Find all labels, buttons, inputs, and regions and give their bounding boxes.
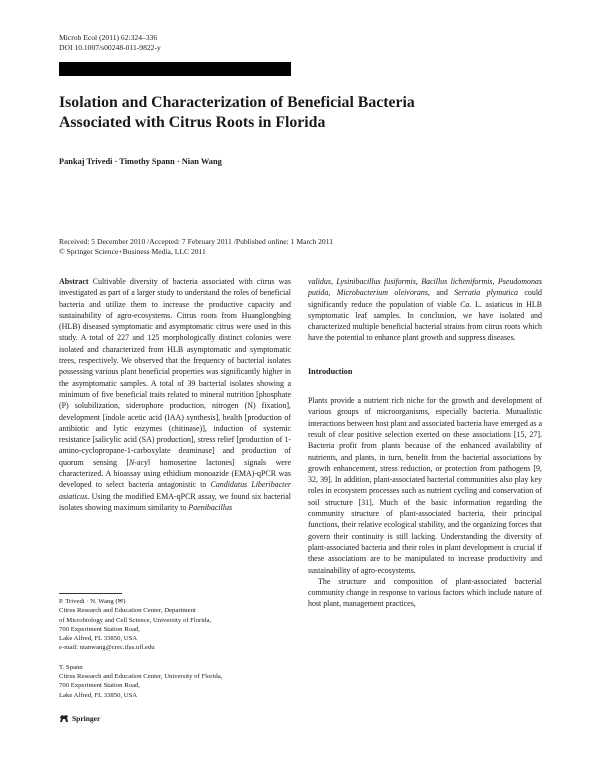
section-heading-introduction: Introduction: [308, 366, 353, 376]
abstract-continuation: validus, Lysinibacillus fusiformis, Bacillus licheniformis, Pseudomonas putida, Microbacterium oleivorans, and Serratia plymutica could significantly reduce the population of viable Ca. L. asiaticus in HLB symptomatic leaf samples. In conclusion, we have isolated and characterized multiple beneficial bacterial strains from citrus roots which have the potential to enhance plant growth and suppress diseases.: [308, 277, 543, 343]
springer-logo: [59, 714, 100, 723]
history-dates: Received: 5 December 2010 /Accepted: 7 February 2011 /Published online: 1 March 2011: [59, 237, 334, 246]
abstract-column: [59, 276, 291, 513]
contact-email[interactable]: e-mail: nianwang@crec.ifas.ufl.edu: [59, 644, 155, 652]
authors: Pankaj Trivedi · Timothy Spann · Nian Wang: [59, 157, 222, 166]
article-title: [59, 93, 479, 133]
header-black-bar: [59, 62, 291, 76]
title-line-2: Associated with Citrus Roots in Florida: [59, 114, 326, 131]
springer-horse-icon: [59, 714, 69, 723]
springer-logo-text: Springer: [72, 714, 101, 723]
journal-header: [59, 33, 161, 53]
intro-paragraph-1: Plants provide a nutrient rich niche for the growth and development of various groups of microorganisms, especially bacteria. Mutualistic interactions between host plant and associated bacteria have emerged as a result of clear positive selection exerted on these associations [15, 27]. Bacteria profit from plants because of the enhanced availability of nutrients, and plants, in turn, benefit from the bacterial associations by growth enhancement, stress reduction, or protection from pathogens [9, 32, 39]. In addition, plant-associated bacterial communities also play key roles in ecosystem processes such as nutrient cycling and conservation of soil structure [31]. Much of the basic information regarding the community structure of plant-associated bacteria, their principal functions, their relative ecological stability, and the organizing forces that govern their continuity is still lacking. Understanding the diversity of plant-associated bacteria and their roles in plant development is crucial if these associations are to be manipulated to increase productivity and sustainability of agro-ecosystems.: [308, 396, 542, 575]
affiliations: P. Trivedi · N. Wang (✉) Citrus Research and Education Center, Department of Microbiology and Cell Science, University of Florida, 700 Experiment Station Road, Lake Alfred, FL 33850, USA e-mail: nianwang@crec.ifas.ufl.edu T. Spann Citrus Research and Education Center, University of Florida, 700 Experiment Station Road, Lake Alfred, FL 33850, USA: [59, 597, 291, 700]
abstract-paragraph: Abstract Cultivable diversity of bacteria associated with citrus was investigated as part of a larger study to understand the roles of beneficial bacteria and utilize them to increase the productive capacity and sustainability of agro-ecosystems. Citrus roots from Huanglongbing (HLB) diseased symptomatic and asymptomatic citrus were used in this study. A total of 227 and 125 morphologically distinct colonies were isolated and characterized from HLB asymptomatic and symptomatic trees, respectively. We observed that the frequency of bacterial isolates possessing various plant beneficial properties was significantly higher in the asymptomatic samples. A total of 39 bacterial isolates showing a minimum of five beneficial traits related to mineral nutrition [phosphate (P) solubilization, siderophore production, nitrogen (N) fixation], development [indole acetic acid (IAA) synthesis], health [production of antibiotic and lytic enzymes (chitinase)], induction of systemic resistance [salicylic acid (SA) production], stress relief [production of 1-amino-cyclopropane-1-carboxylate deaminase] and production of quorum sensing [N-acyl homoserine lactones] signals were characterized. A bioassay using ethidium monoazide (EMA)-qPCR was developed to select bacteria antagonistic to Candidatus Liberibacter asiaticus. Using the modified EMA-qPCR assay, we found six bacterial isolates showing maximum similarity to Paenibacillus: [59, 277, 292, 512]
intro-paragraph-2: The structure and composition of plant-associated bacterial community change in response to various factors which include nature of host plant, management practices,: [308, 576, 542, 609]
footnote-rule: [59, 593, 122, 594]
article-dates: [59, 237, 333, 257]
journal-citation: Microb Ecol (2011) 62:324–336: [59, 33, 158, 42]
affil-2-names: T. Spann: [59, 663, 83, 671]
doi: DOI 10.1007/s00248-011-9822-y: [59, 43, 161, 52]
abstract-label: Abstract: [59, 277, 89, 286]
copyright: © Springer Science+Business Media, LLC 2011: [59, 247, 206, 256]
right-column: [308, 276, 542, 610]
affil-1-names: P. Trivedi · N. Wang (✉): [59, 598, 126, 605]
title-line-1: Isolation and Characterization of Beneficial Bacteria: [59, 94, 415, 111]
